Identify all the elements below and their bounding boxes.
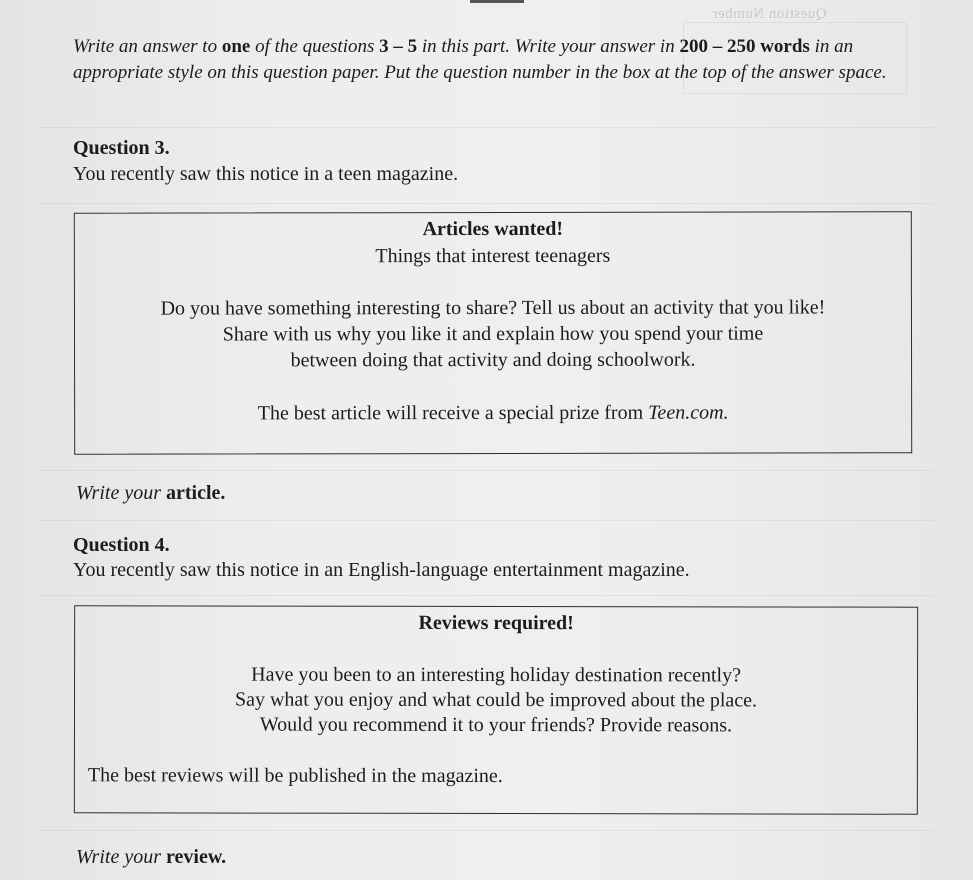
notice-body-line: between doing that activity and doing schoolwork. [290, 348, 696, 372]
instructions: Write an answer to one of the questions 3 – 5 in this part. Write your answer in 200 – 250 words in an appropriate style on this question paper. Put the question number in the box at the top of the answer space. [73, 36, 887, 83]
notice-subtitle: Things that interest teenagers [375, 244, 611, 268]
question-3-intro: You recently saw this notice in a teen magazine. [73, 163, 459, 185]
prize-source: Teen.com. [648, 401, 729, 424]
question-4-heading: Question 4. [73, 534, 170, 556]
question-4-intro: You recently saw this notice in an English-language entertainment magazine. [73, 559, 690, 581]
question-4-task: Write your review. [76, 846, 227, 868]
show-through-text: Question Number [712, 6, 827, 22]
notice-body-line: Would you recommend it to your friends? Provide reasons. [259, 713, 733, 737]
notice-prize-line: The best article will receive a special prize from Teen.com. [257, 401, 729, 425]
notice-title: Reviews required! [418, 611, 574, 635]
question-3-heading: Question 3. [73, 137, 170, 159]
top-edge-mark [470, 0, 524, 3]
question-3-notice [74, 211, 912, 454]
notice-body-line: Share with us why you like it and explain how you spend your time [222, 322, 764, 346]
notice-body-line: Say what you enjoy and what could be improved about the place. [234, 688, 758, 712]
question-4-notice [74, 605, 918, 814]
notice-body-line: Do you have something interesting to share? Tell us about an activity that you like! [160, 296, 826, 320]
notice-footer: The best reviews will be published in the magazine. [87, 764, 503, 788]
question-3-task: Write your article. [76, 482, 226, 504]
notice-title: Articles wanted! [422, 217, 564, 241]
notice-body-line: Have you been to an interesting holiday destination recently? [251, 663, 742, 687]
